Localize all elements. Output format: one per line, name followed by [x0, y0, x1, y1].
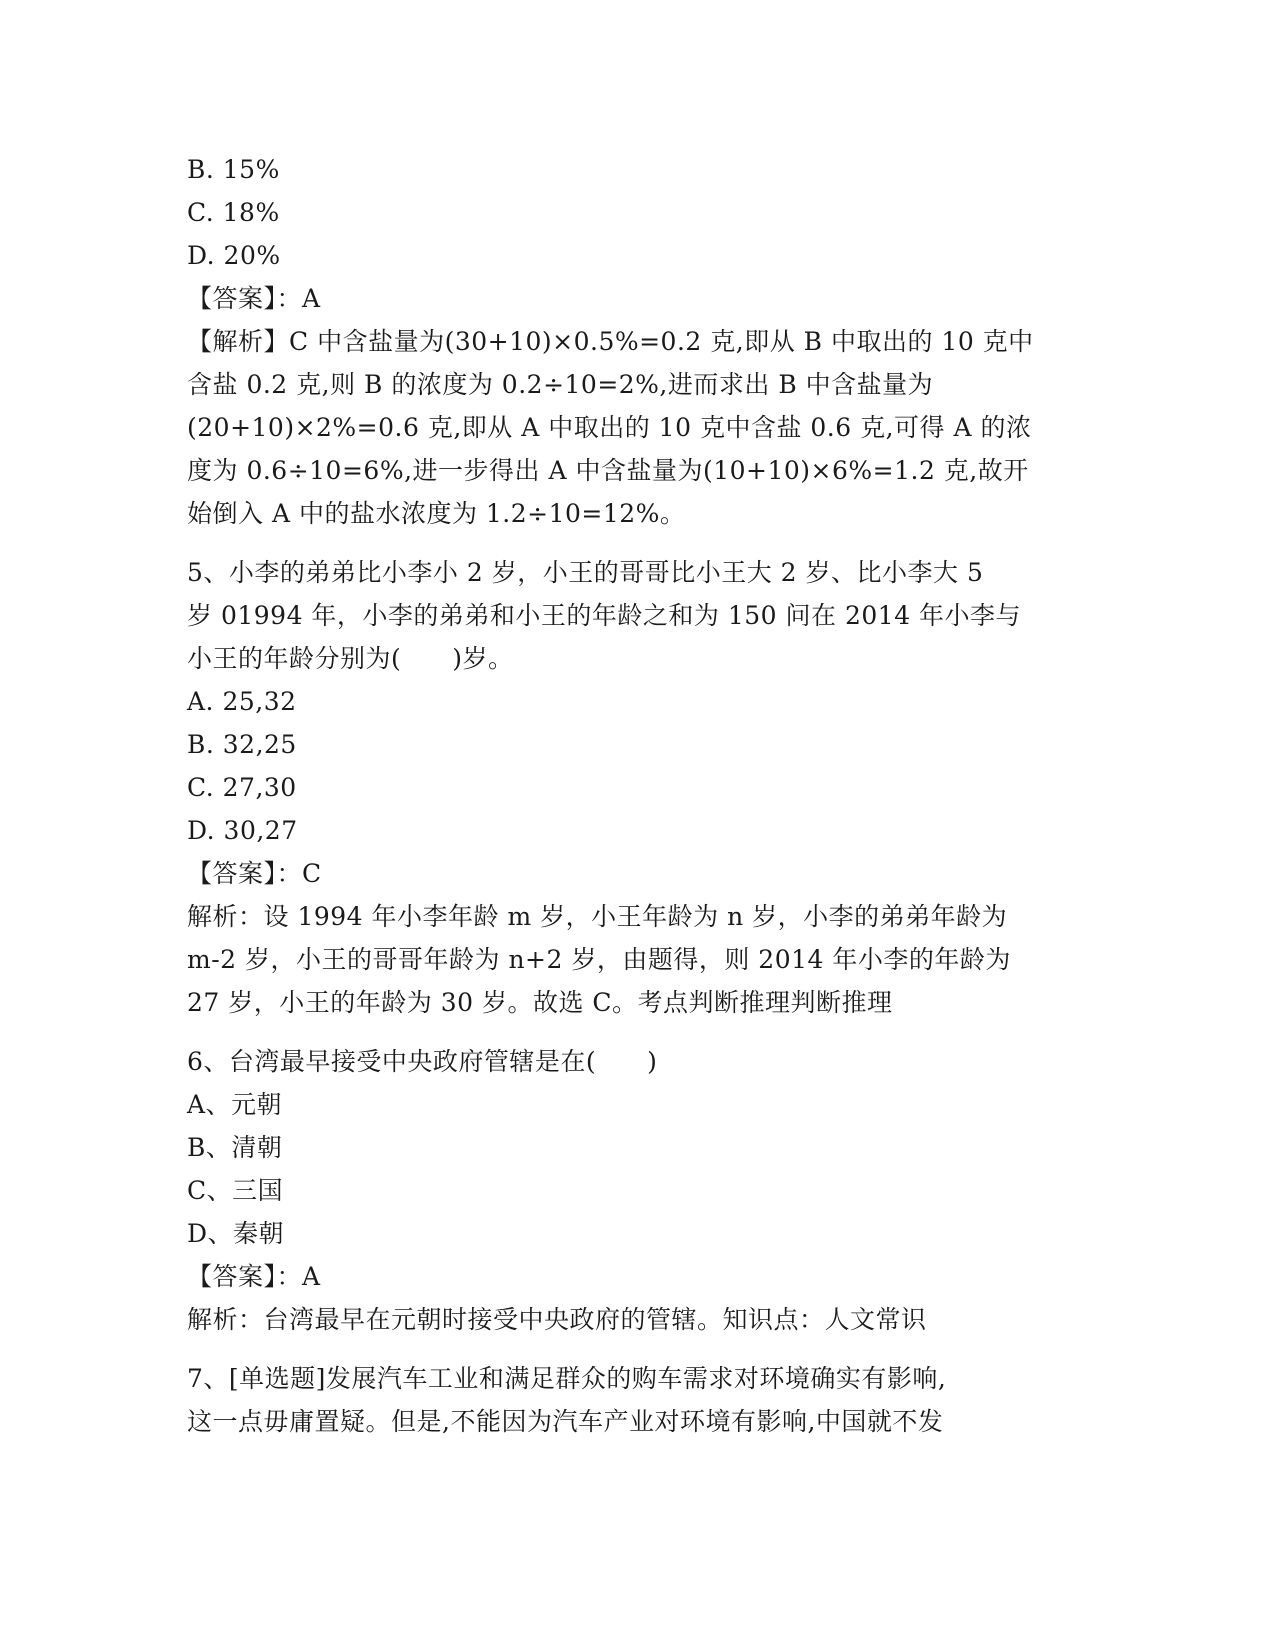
question-text-line: 5、小李的弟弟比小李小 2 岁，小王的哥哥比小王大 2 岁、比小李大 5: [187, 558, 984, 587]
option-d: D、秦朝: [187, 1219, 285, 1248]
answer-label: 【答案】：A: [187, 284, 321, 313]
analysis-line: m-2 岁，小王的哥哥年龄为 n+2 岁，由题得，则 2014 年小李的年龄为: [187, 945, 1011, 974]
option-d: D. 20%: [187, 241, 281, 270]
analysis-line: 度为 0.6÷10=6%,进一步得出 A 中含盐量为(10+10)×6%=1.2 克,故开: [187, 456, 1029, 485]
question-text-line: 岁 01994 年，小李的弟弟和小王的年龄之和为 150 问在 2014 年小李与: [187, 601, 1022, 630]
analysis-line: 27 岁，小王的年龄为 30 岁。故选 C。考点判断推理判断推理: [187, 988, 893, 1017]
document-page: [187, 148, 1087, 1443]
option-c: C. 27,30: [187, 773, 297, 802]
option-b: B. 15%: [187, 155, 280, 184]
question-4-continuation: [187, 148, 1087, 535]
option-c: C. 18%: [187, 198, 280, 227]
answer-label: 【答案】：A: [187, 1262, 321, 1291]
analysis-line: 【解析】C 中含盐量为(30+10)×0.5%=0.2 克,即从 B 中取出的 10 克中: [187, 327, 1034, 356]
option-a: A. 25,32: [187, 687, 297, 716]
question-7: [187, 1357, 1087, 1443]
option-a: A、元朝: [187, 1090, 283, 1119]
question-text-line: 小王的年龄分别为( )岁。: [187, 644, 514, 673]
analysis-line: (20+10)×2%=0.6 克,即从 A 中取出的 10 克中含盐 0.6 克,可得 A 的浓: [187, 413, 1032, 442]
option-b: B. 32,25: [187, 730, 297, 759]
analysis-line: 含盐 0.2 克,则 B 的浓度为 0.2÷10=2%,进而求出 B 中含盐量为: [187, 370, 934, 399]
option-c: C、三国: [187, 1176, 284, 1205]
option-d: D. 30,27: [187, 816, 298, 845]
question-5: [187, 551, 1087, 1024]
option-b: B、清朝: [187, 1133, 283, 1162]
analysis-line: 始倒入 A 中的盐水浓度为 1.2÷10=12%。: [187, 499, 686, 528]
question-text-line: 7、[单选题]发展汽车工业和满足群众的购车需求对环境确实有影响,: [187, 1364, 947, 1393]
analysis-line: 解析：设 1994 年小李年龄 m 岁，小王年龄为 n 岁，小李的弟弟年龄为: [187, 902, 1008, 931]
question-6: [187, 1040, 1087, 1341]
answer-label: 【答案】：C: [187, 859, 322, 888]
analysis-line: 解析：台湾最早在元朝时接受中央政府的管辖。知识点：人文常识: [187, 1305, 927, 1334]
question-text-line: 这一点毋庸置疑。但是,不能因为汽车产业对环境有影响,中国就不发: [187, 1407, 944, 1436]
question-text-line: 6、台湾最早接受中央政府管辖是在( ): [187, 1047, 658, 1076]
